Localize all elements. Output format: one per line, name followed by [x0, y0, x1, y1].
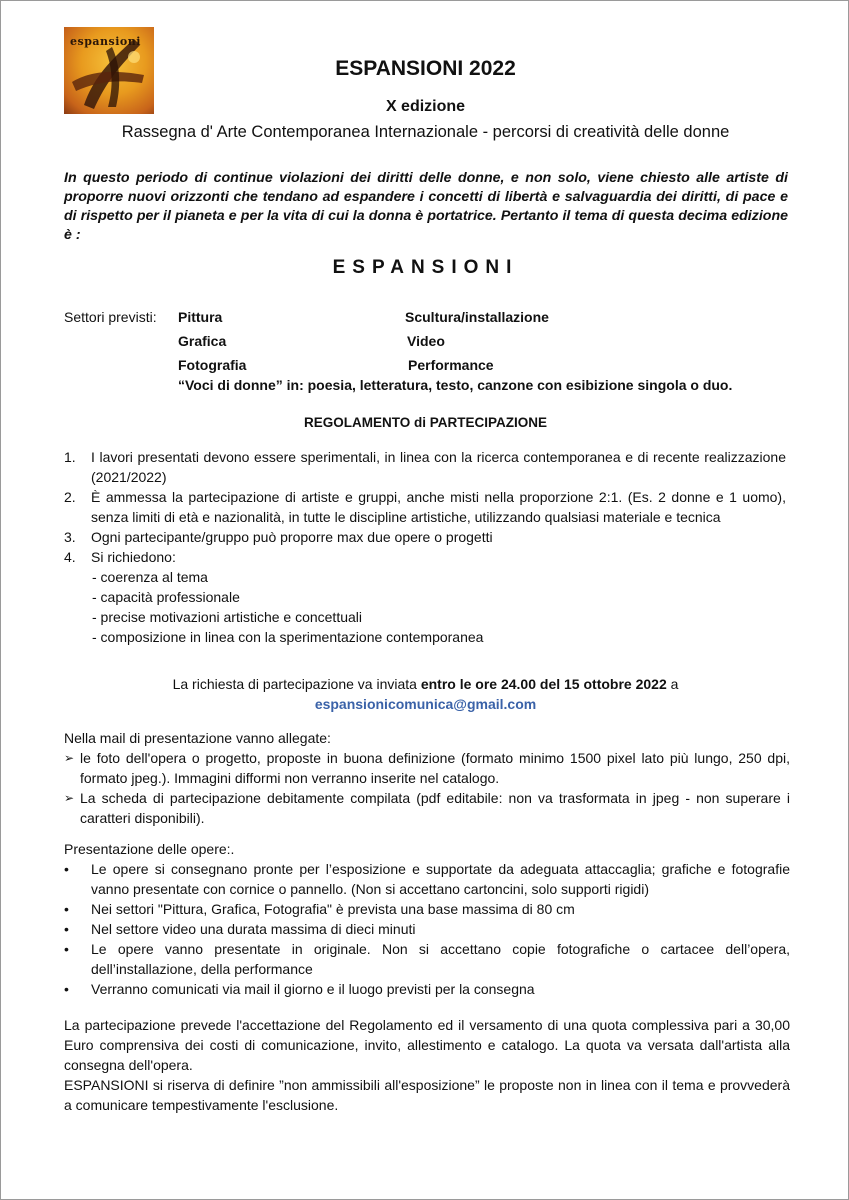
list-item — [64, 859, 790, 899]
list-item — [64, 547, 786, 567]
page-title: ESPANSIONI 2022 — [335, 57, 516, 80]
list-text: Verranno comunicati via mail il giorno e il luogo previsti per la consegna — [91, 981, 535, 997]
presentation-section — [64, 839, 790, 999]
list-text: È ammessa la partecipazione di artiste e gruppi, anche misti nella proporzione 2:1. (Es. 2 donne e 1 uomo), senza limiti di età e nazionalità, in tutte le discipline artistiche, utilizzando qualsiasi materiale e tecnica — [91, 489, 786, 525]
bullet-icon: • — [64, 901, 69, 917]
list-item — [64, 939, 790, 979]
closing-paragraph: ESPANSIONI si riserva di definire ”non ammissibili all'esposizione” le proposte non in linea con il tema e provvederà a comunicare tempestivamente l'esclusione. — [64, 1077, 790, 1113]
list-text: Le opere si consegnano pronte per l’esposizione e supportate da adeguata attaccaglia; grafiche e fotografie vanno presentate con cornice o pannello. (Non si accettano cartoncini, solo supporti rigidi) — [91, 861, 790, 897]
list-item — [64, 527, 786, 547]
mail-section — [64, 728, 790, 828]
arrow-bullet-icon: ➢ — [64, 791, 75, 805]
requirement-item: - capacità professionale — [92, 589, 240, 605]
list-text: Nei settori "Pittura, Grafica, Fotografia" è prevista una base massima di 80 cm — [91, 901, 575, 917]
list-text: Ogni partecipante/gruppo può proporre max due opere o progetti — [91, 529, 493, 545]
list-number: 3. — [64, 529, 76, 545]
list-text: le foto dell'opera o progetto, proposte in buona definizione (formato minimo 1500 pixel lato più lungo, 250 dpi, formato jpeg.). Immagini difformi non verranno inserite nel catalogo. — [80, 750, 790, 786]
list-text: Nel settore video una durata massima di dieci minuti — [91, 921, 416, 937]
list-item — [64, 919, 790, 939]
closing-paragraph: La partecipazione prevede l'accettazione del Regolamento ed il versamento di una quota complessiva pari a 30,00 Euro comprensiva dei costi di comunicazione, invito, allestimento e catalogo. La quota va versata dall'artista alla consegna dell'opera. — [64, 1017, 790, 1073]
list-text: Le opere vanno presentate in originale. Non si accettano copie fotografiche o cartacee dell’opera, dell’installazione, della performance — [91, 941, 790, 977]
sector-performance: Performance — [408, 357, 494, 373]
edition-label: X edizione — [385, 98, 466, 115]
sector-pittura: Pittura — [178, 309, 223, 325]
deadline-prefix: La richiesta di partecipazione va inviata — [172, 676, 421, 692]
list-text: Si richiedono: — [91, 549, 176, 565]
sector-grafica: Grafica — [178, 333, 227, 349]
logo-text: espansioni — [70, 35, 141, 48]
presentation-intro: Presentazione delle opere:. — [64, 841, 235, 857]
list-item — [64, 788, 790, 828]
sector-scultura: Scultura/installazione — [405, 309, 549, 325]
bullet-icon: • — [64, 981, 69, 997]
theme-heading: ESPANSIONI — [332, 257, 519, 278]
requirement-item: - coerenza al tema — [92, 569, 208, 585]
deadline-suffix: a — [666, 676, 679, 692]
list-item — [64, 899, 790, 919]
regolamento-title: REGOLAMENTO di PARTECIPAZIONE — [303, 415, 547, 430]
list-item — [64, 979, 790, 999]
bullet-icon: • — [64, 861, 69, 877]
requirement-item: - composizione in linea con la sperimentazione contemporanea — [92, 629, 484, 645]
intro-paragraph: In questo periodo di continue violazioni dei diritti delle donne, e non solo, viene chiesto alle artiste di proporre nuovi orizzonti che tendano ad espandere i concetti di libertà e salvaguardia dei diritti, di pace e di rispetto per il pianeta e per la vita di cui la donna è portatrice. Pertanto il tema di questa decima edizione è : — [64, 170, 788, 243]
deadline-line — [1, 676, 849, 692]
list-number: 1. — [64, 449, 76, 465]
list-item — [64, 447, 786, 487]
sector-voci-di-donne: “Voci di donne” in: poesia, letteratura, testo, canzone con esibizione singola o duo. — [178, 377, 733, 393]
arrow-bullet-icon: ➢ — [64, 751, 75, 765]
bullet-icon: • — [64, 941, 69, 957]
deadline-date: entro le ore 24.00 del 15 ottobre 2022 — [420, 676, 667, 692]
list-item — [64, 487, 786, 527]
list-text: La scheda di partecipazione debitamente compilata (pdf editabile: non va trasformata in jpeg - non superare i caratteri disponibili). — [80, 790, 790, 826]
regolamento-list — [64, 447, 786, 647]
list-item — [64, 748, 790, 788]
email-link[interactable]: espansionicomunica@gmail.com — [314, 696, 537, 712]
mail-intro: Nella mail di presentazione vanno allegate: — [64, 730, 331, 746]
bullet-icon: • — [64, 921, 69, 937]
sector-video: Video — [407, 333, 445, 349]
closing-section — [64, 1015, 790, 1115]
list-number: 4. — [64, 549, 76, 565]
list-number: 2. — [64, 489, 76, 505]
sectors-label: Settori previsti: — [64, 309, 157, 325]
requirement-item: - precise motivazioni artistiche e concettuali — [92, 609, 363, 625]
subtitle: Rassegna d' Arte Contemporanea Internazionale - percorsi di creatività delle donne — [121, 123, 730, 141]
list-text: I lavori presentati devono essere sperimentali, in linea con la ricerca contemporanea e di recente realizzazione (2021/2022) — [91, 449, 786, 485]
sector-fotografia: Fotografia — [178, 357, 247, 373]
